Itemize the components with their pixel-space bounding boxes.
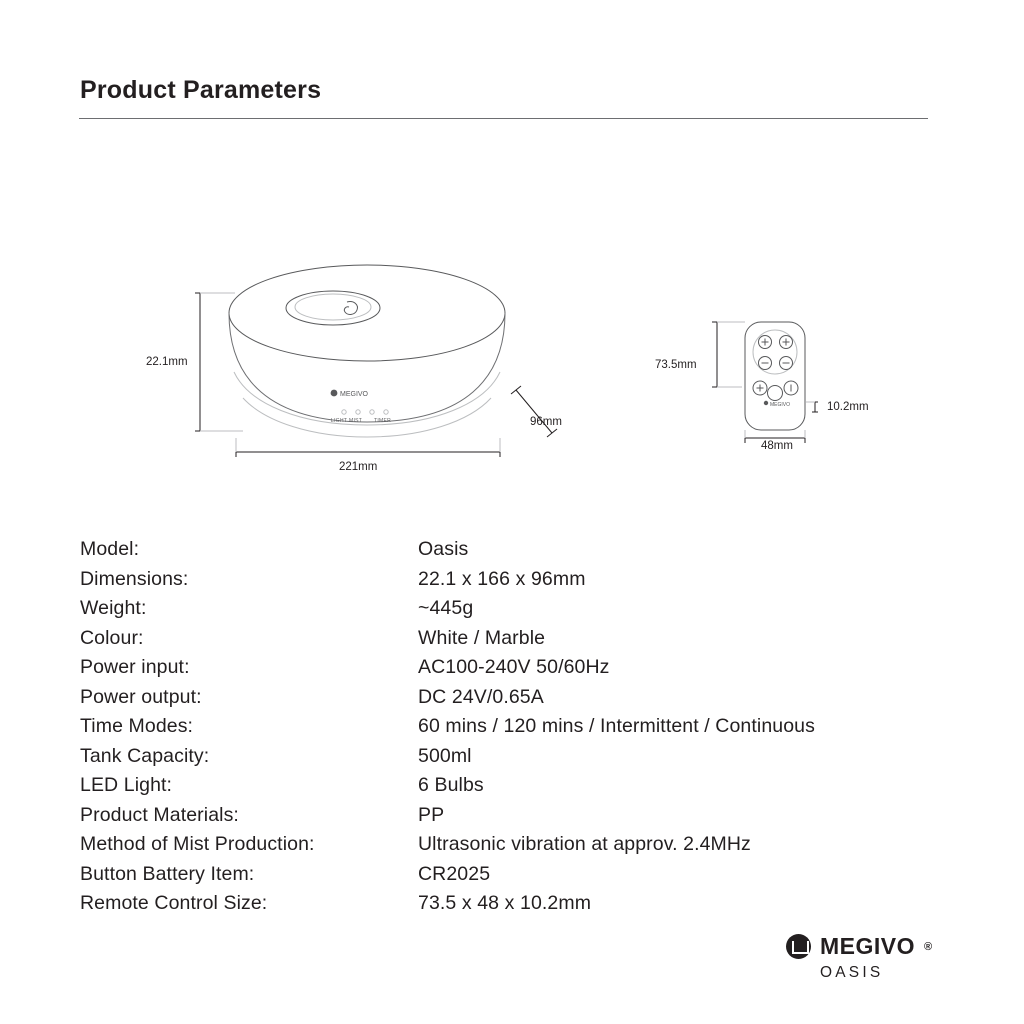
spec-key-power-output: Power output:	[80, 685, 202, 708]
spec-value-product-materials: PP	[418, 803, 445, 826]
svg-text:MEGIVO: MEGIVO	[770, 402, 791, 408]
product-diagram	[0, 150, 1024, 520]
spec-key-mist-method: Method of Mist Production:	[80, 833, 315, 855]
spec-value-time-modes: 60 mins / 120 mins / Intermittent / Continuous	[418, 715, 815, 737]
table-row	[80, 715, 960, 745]
svg-text:MEGIVO: MEGIVO	[340, 391, 369, 398]
spec-key-tank-capacity: Tank Capacity:	[80, 744, 210, 767]
spec-value-tank-capacity: 500ml	[418, 744, 472, 767]
spec-value-colour: White / Marble	[418, 626, 546, 649]
spec-key-led-light: LED Light:	[80, 774, 173, 796]
spec-key-battery: Button Battery Item:	[80, 862, 255, 885]
brand-name: MEGIVO	[820, 933, 916, 959]
spec-value-dimensions: 22.1 x 166 x 96mm	[418, 567, 586, 590]
spec-value-mist-method: Ultrasonic vibration at approv. 2.4MHz	[418, 833, 751, 855]
title-divider	[79, 118, 928, 119]
device-button-timer-label: TIMER	[374, 418, 392, 424]
table-row	[80, 833, 960, 863]
table-row	[80, 627, 960, 657]
megivo-mark-icon	[786, 934, 811, 959]
spec-key-power-input: Power input:	[80, 656, 190, 678]
brand-logo	[786, 933, 966, 982]
spec-key-model: Model:	[80, 538, 140, 560]
table-row	[80, 656, 960, 686]
spec-value-remote-size: 73.5 x 48 x 10.2mm	[418, 892, 592, 914]
diagram-svg	[0, 150, 1024, 520]
remote-thickness-label: 10.2mm	[827, 401, 869, 413]
table-row	[80, 804, 960, 834]
table-row	[80, 686, 960, 716]
device-button-light-label: LIGHT	[331, 418, 348, 424]
table-row	[80, 538, 960, 568]
spec-value-power-output: DC 24V/0.65A	[418, 685, 544, 708]
spec-key-time-modes: Time Modes:	[80, 715, 194, 737]
brand-logo-main	[786, 933, 966, 960]
table-row	[80, 774, 960, 804]
spec-key-dimensions: Dimensions:	[80, 567, 189, 590]
table-row	[80, 863, 960, 893]
table-row	[80, 568, 960, 598]
remote-width-label: 48mm	[761, 440, 793, 452]
table-row	[80, 892, 960, 922]
spec-key-product-materials: Product Materials:	[80, 803, 239, 826]
page-title: Product Parameters	[80, 76, 322, 104]
table-row	[80, 745, 960, 775]
spec-value-battery: CR2025	[418, 862, 491, 885]
diffuser-depth-label: 96mm	[530, 416, 562, 428]
spec-value-weight: ~445g	[418, 597, 474, 619]
spec-value-power-input: AC100-240V 50/60Hz	[418, 656, 610, 678]
spec-value-model: Oasis	[418, 538, 469, 560]
spec-key-remote-size: Remote Control Size:	[80, 892, 268, 914]
remote-height-label: 73.5mm	[655, 359, 697, 371]
device-button-mist-label: MIST	[349, 418, 363, 424]
table-row	[80, 597, 960, 627]
spec-value-led-light: 6 Bulbs	[418, 774, 484, 796]
specifications-table	[80, 538, 960, 922]
spec-key-colour: Colour:	[80, 626, 144, 649]
registered-trademark-icon: ®	[924, 940, 933, 953]
diffuser-height-label: 22.1mm	[146, 356, 188, 368]
spec-key-weight: Weight:	[80, 597, 147, 619]
brand-product-name: OASIS	[820, 964, 884, 981]
diffuser-width-label: 221mm	[339, 461, 378, 473]
